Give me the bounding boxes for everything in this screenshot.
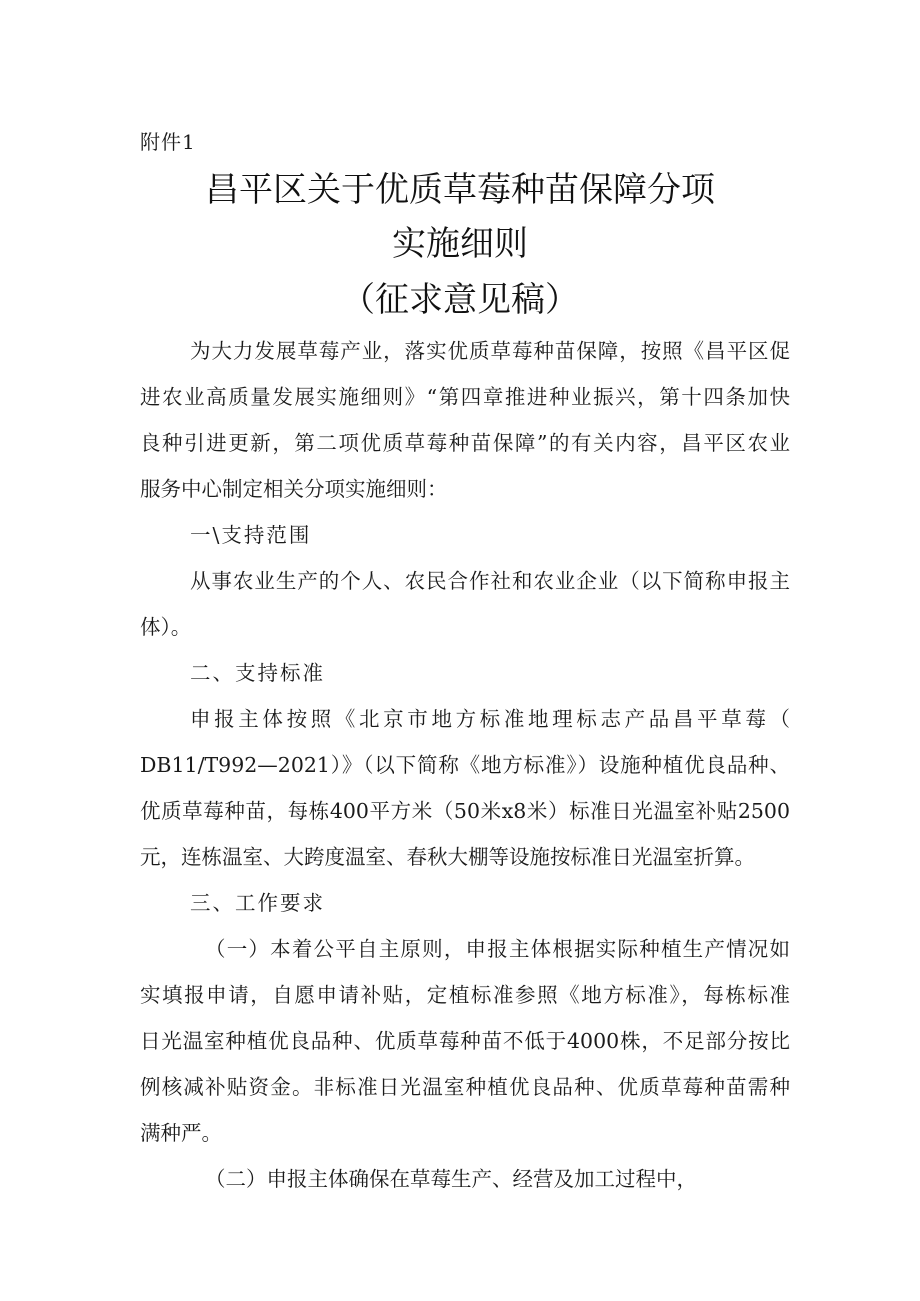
section-heading-requirements: 三、工作要求 [190, 891, 325, 915]
intro-line: 进农业高质量发展实施细则》“第四章推进种业振兴，第十四条加快 [140, 385, 790, 409]
section1-line: 体）。 [140, 615, 192, 639]
attachment-label: 附件1 [140, 130, 196, 154]
section2-line: 元，连栋温室、大跨度温室、春秋大棚等设施按标准日光温室折算。 [140, 845, 755, 869]
intro-line: 良种引进更新，第二项优质草莓种苗保障”的有关内容，昌平区农业 [140, 431, 790, 455]
section3-item1-line: （一）本着公平自主原则，申报主体根据实际种植生产情况如 [205, 937, 790, 961]
intro-line: 为大力发展草莓产业，落实优质草莓种苗保障，按照《昌平区促 [190, 339, 790, 363]
section1-line: 从事农业生产的个人、农民合作社和农业企业（以下简称申报主 [190, 569, 790, 593]
section2-line: 优质草莓种苗，每栋400平方米（50米x8米）标准日光温室补贴2500 [140, 799, 790, 823]
section3-item2-line: （二）申报主体确保在草莓生产、经营及加工过程中， [205, 1167, 697, 1191]
section3-item1-line: 实填报申请，自愿申请补贴，定植标准参照《地方标准》，每栋标准 [140, 983, 790, 1007]
document-title-line-2: 实施细则 [392, 224, 528, 264]
section3-item1-line: 满种严。 [140, 1121, 222, 1145]
section2-line: 申报主体按照《北京市地方标准地理标志产品昌平草莓（ [190, 707, 790, 731]
section-heading-scope: 一\支持范围 [190, 523, 312, 547]
document-title-line-3: （征求意见稿） [341, 280, 579, 320]
section-heading-standard: 二、支持标准 [190, 661, 325, 685]
document-title-line-1: 昌平区关于优质草莓种苗保障分项 [205, 170, 715, 210]
section2-line: DB11/T992—2021）》（以下简称《地方标准》）设施种植优良品种、 [140, 753, 790, 777]
section3-item1-line: 日光温室种植优良品种、优质草莓种苗不低于4000株，不足部分按比 [140, 1029, 790, 1053]
section3-item1-line: 例核减补贴资金。非标准日光温室种植优良品种、优质草莓种苗需种 [140, 1075, 790, 1099]
intro-line: 服务中心制定相关分项实施细则： [140, 477, 448, 501]
